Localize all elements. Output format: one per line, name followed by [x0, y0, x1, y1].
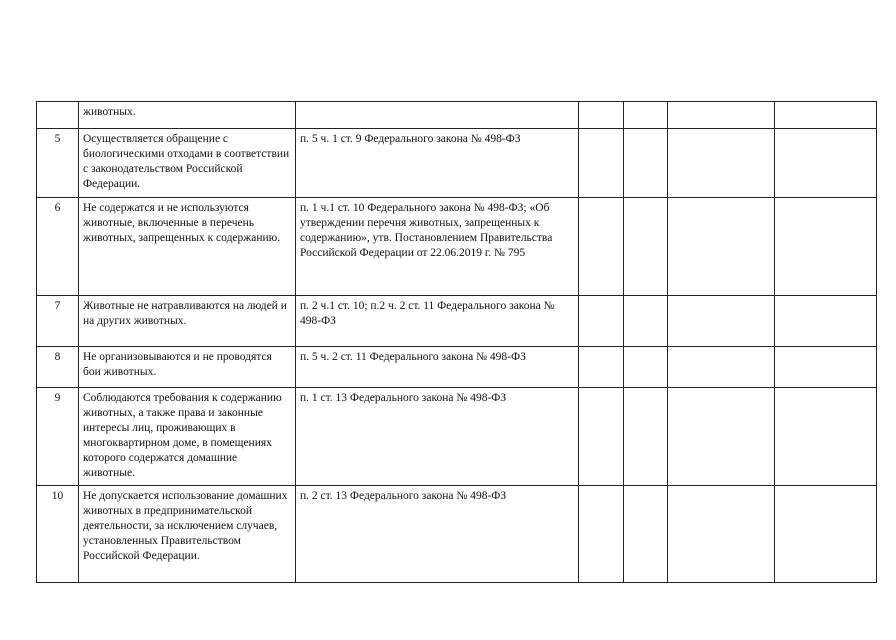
empty-cell: [775, 198, 877, 296]
empty-cell: [579, 102, 624, 129]
legal-basis: п. 5 ч. 2 ст. 11 Федерального закона № 498-ФЗ: [296, 347, 579, 388]
row-number: 10: [37, 486, 79, 583]
empty-cell: [775, 347, 877, 388]
empty-cell: [624, 198, 668, 296]
table-row: [37, 486, 877, 583]
legal-basis: [296, 102, 579, 129]
requirements-table: [36, 101, 877, 583]
empty-cell: [624, 388, 668, 486]
row-number: 8: [37, 347, 79, 388]
legal-basis: п. 1 ст. 13 Федерального закона № 498-ФЗ: [296, 388, 579, 486]
requirement-text: Осуществляется обращение с биологическими отходами в соответствии с законодательством Российской Федерации.: [79, 129, 296, 198]
empty-cell: [579, 388, 624, 486]
requirement-text: Соблюдаются требования к содержанию животных, а также права и законные интересы лиц, проживающих в многоквартирном доме, в помещениях которого содержатся домашние животные.: [79, 388, 296, 486]
empty-cell: [579, 129, 624, 198]
requirement-text: Животные не натравливаются на людей и на других животных.: [79, 296, 296, 347]
requirement-text: Не организовываются и не проводятся бои животных.: [79, 347, 296, 388]
empty-cell: [775, 296, 877, 347]
requirement-text: Не содержатся и не используются животные, включенные в перечень животных, запрещенных к содержанию.: [79, 198, 296, 296]
legal-basis: п. 2 ч.1 ст. 10; п.2 ч. 2 ст. 11 Федерального закона № 498-ФЗ: [296, 296, 579, 347]
row-number: 9: [37, 388, 79, 486]
empty-cell: [579, 198, 624, 296]
empty-cell: [624, 486, 668, 583]
table-row: [37, 198, 877, 296]
empty-cell: [668, 296, 775, 347]
table-row: [37, 347, 877, 388]
legal-basis: п. 2 ст. 13 Федерального закона № 498-ФЗ: [296, 486, 579, 583]
empty-cell: [668, 129, 775, 198]
empty-cell: [668, 388, 775, 486]
requirement-text: животных.: [79, 102, 296, 129]
empty-cell: [775, 486, 877, 583]
table-row: [37, 102, 877, 129]
empty-cell: [668, 198, 775, 296]
empty-cell: [624, 102, 668, 129]
empty-cell: [668, 347, 775, 388]
empty-cell: [579, 486, 624, 583]
empty-cell: [624, 347, 668, 388]
empty-cell: [668, 102, 775, 129]
row-number: [37, 102, 79, 129]
empty-cell: [579, 347, 624, 388]
row-number: 5: [37, 129, 79, 198]
row-number: 6: [37, 198, 79, 296]
empty-cell: [775, 129, 877, 198]
table-row: [37, 388, 877, 486]
empty-cell: [624, 129, 668, 198]
table-row: [37, 129, 877, 198]
empty-cell: [775, 102, 877, 129]
empty-cell: [668, 486, 775, 583]
empty-cell: [775, 388, 877, 486]
empty-cell: [579, 296, 624, 347]
row-number: 7: [37, 296, 79, 347]
legal-basis: п. 1 ч.1 ст. 10 Федерального закона № 498-ФЗ; «Об утверждении перечня животных, запрещенных к содержанию», утв. Постановлением Правительства Российской Федерации от 22.06.2019 г. № 795: [296, 198, 579, 296]
requirement-text: Не допускается использование домашних животных в предпринимательской деятельности, за исключением случаев, установленных Правительством Российской Федерации.: [79, 486, 296, 583]
legal-basis: п. 5 ч. 1 ст. 9 Федерального закона № 498-ФЗ: [296, 129, 579, 198]
empty-cell: [624, 296, 668, 347]
table-row: [37, 296, 877, 347]
